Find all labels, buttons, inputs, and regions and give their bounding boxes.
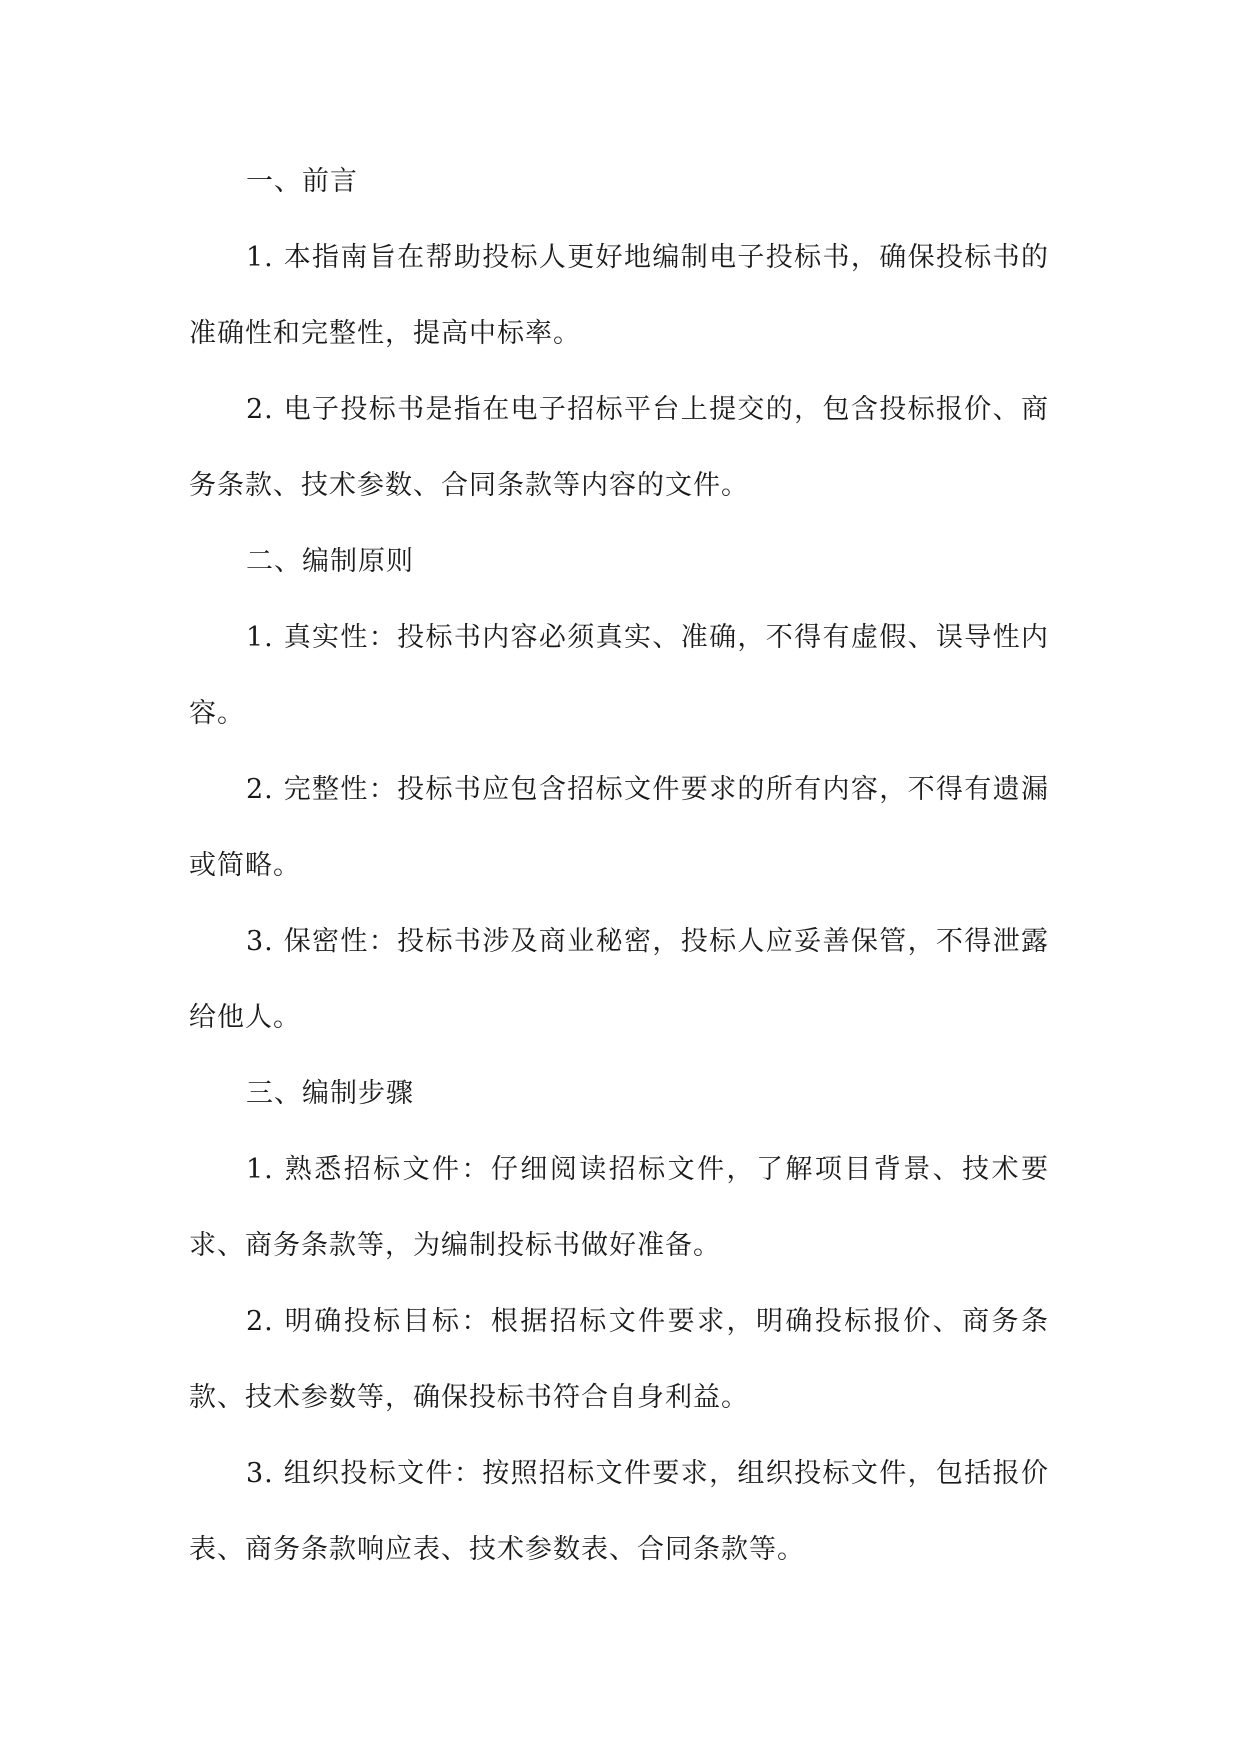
document-body	[189, 144, 1049, 1588]
section-heading-principles: 二、编制原则	[246, 546, 414, 577]
paragraph: 3. 保密性：投标书涉及商业秘密，投标人应妥善保管，不得泄露给他人。	[189, 926, 1049, 1033]
section-heading-steps: 三、编制步骤	[246, 1078, 414, 1109]
paragraph: 2. 明确投标目标：根据招标文件要求，明确投标报价、商务条款、技术参数等，确保投标书符合自身利益。	[189, 1306, 1049, 1413]
paragraph: 3. 组织投标文件：按照招标文件要求，组织投标文件，包括报价表、商务条款响应表、技术参数表、合同条款等。	[189, 1458, 1049, 1565]
section-heading-preface: 一、前言	[246, 166, 358, 197]
paragraph: 1. 本指南旨在帮助投标人更好地编制电子投标书，确保投标书的准确性和完整性，提高中标率。	[189, 242, 1049, 349]
paragraph: 1. 熟悉招标文件：仔细阅读招标文件，了解项目背景、技术要求、商务条款等，为编制投标书做好准备。	[189, 1154, 1049, 1261]
paragraph: 1. 真实性：投标书内容必须真实、准确，不得有虚假、误导性内容。	[189, 622, 1049, 729]
paragraph: 2. 完整性：投标书应包含招标文件要求的所有内容，不得有遗漏或简略。	[189, 774, 1049, 881]
paragraph: 2. 电子投标书是指在电子招标平台上提交的，包含投标报价、商务条款、技术参数、合同条款等内容的文件。	[189, 394, 1049, 501]
